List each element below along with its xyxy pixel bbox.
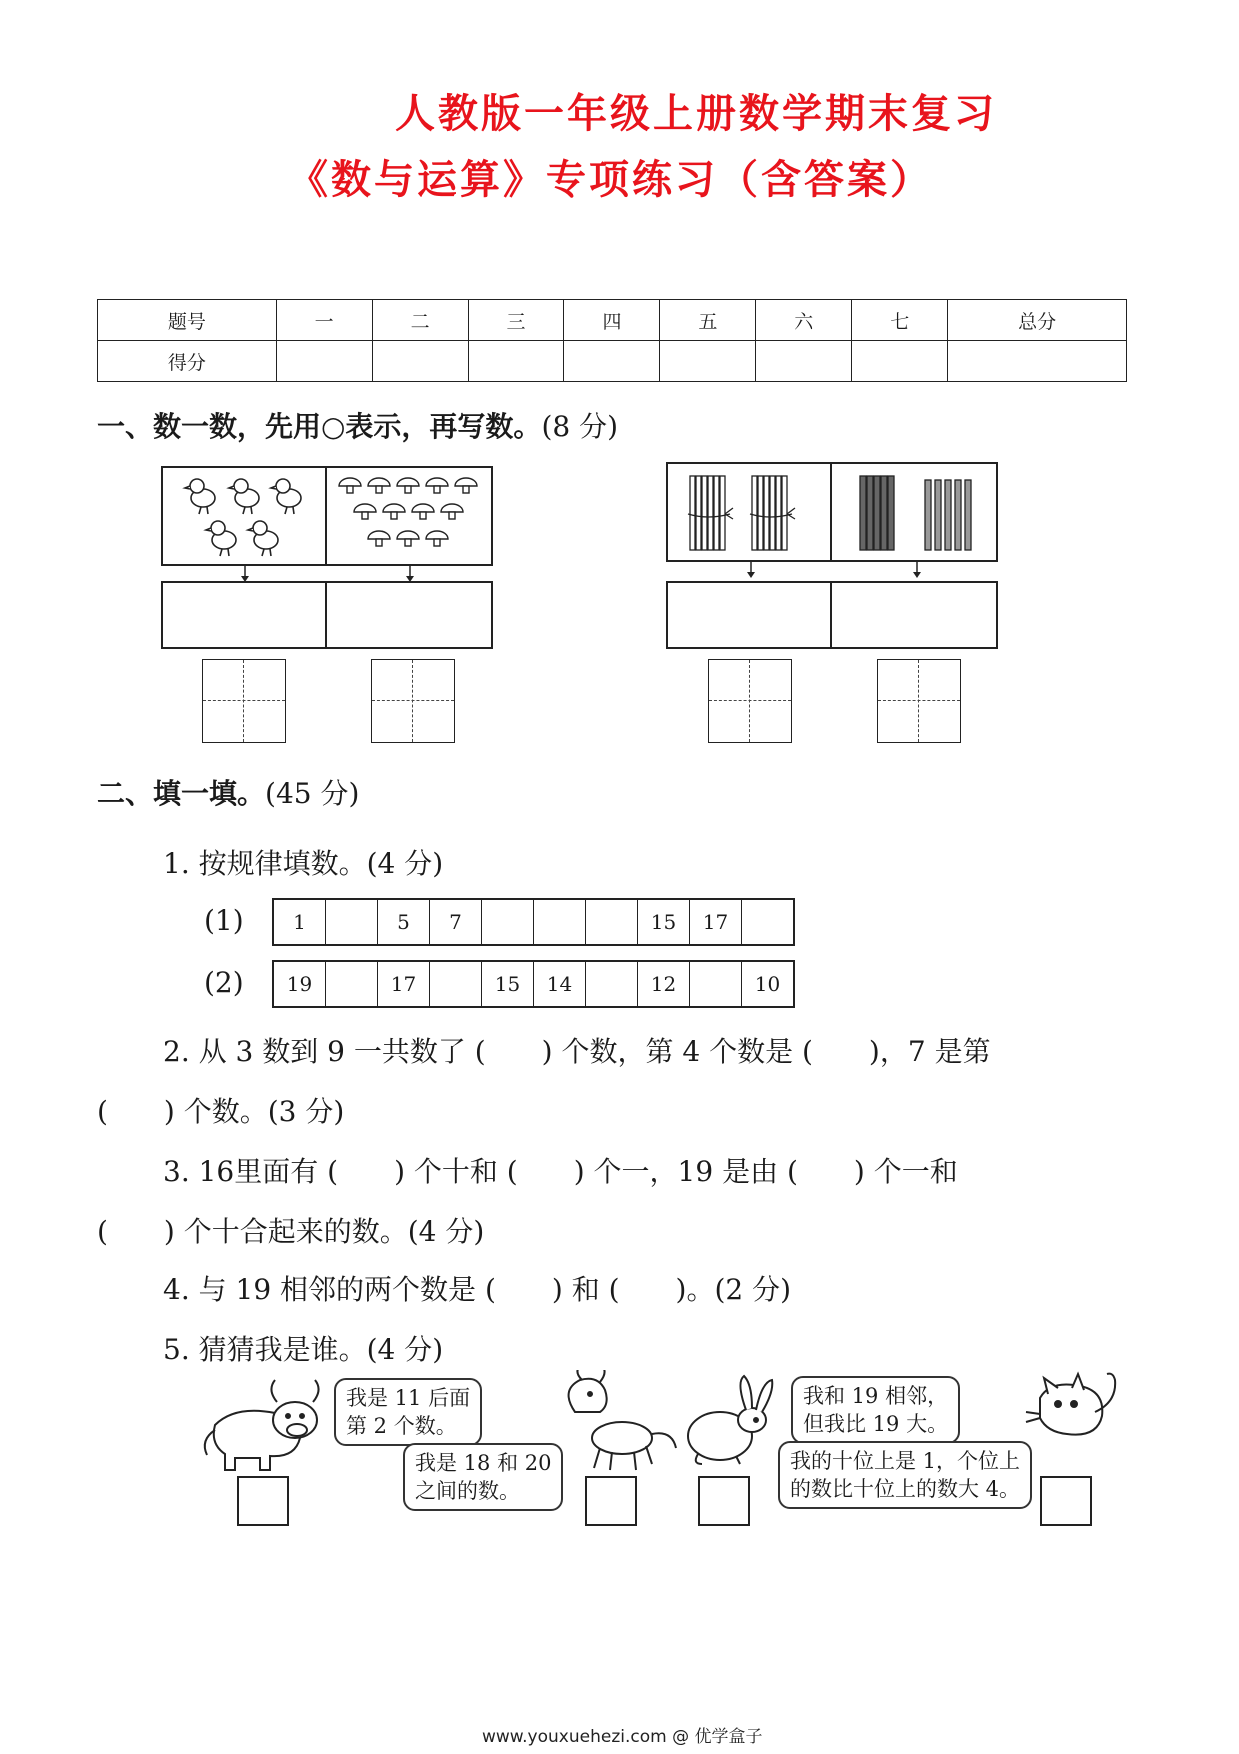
cat-speech-bubble <box>778 1441 1032 1509</box>
question-3-line-1: 3. 16里面有 ( ) 个十和 ( ) 个一，19 是由 ( ) 个一和 <box>163 1155 958 1188</box>
sequence-cell: 15 <box>638 900 690 944</box>
sequence-cell[interactable] <box>690 962 742 1006</box>
score-cell[interactable] <box>372 341 468 382</box>
number-writing-box[interactable] <box>371 659 455 743</box>
score-header-cell: 六 <box>756 300 852 341</box>
score-cell[interactable] <box>276 341 372 382</box>
sequence-cell: 17 <box>378 962 430 1006</box>
question-4: 4. 与 19 相邻的两个数是 ( ) 和 ( )。(2 分) <box>163 1273 792 1306</box>
number-writing-box[interactable] <box>202 659 286 743</box>
question-1: 1. 按规律填数。(4 分) <box>163 847 444 880</box>
question-5: 5. 猜猜我是谁。(4 分) <box>163 1333 444 1366</box>
loose-sticks-icon <box>860 476 971 550</box>
sequence-cell[interactable] <box>326 900 378 944</box>
number-writing-box[interactable] <box>708 659 792 743</box>
horse-speech-bubble <box>403 1443 563 1511</box>
section-2-heading <box>97 772 359 812</box>
section-2-points: (45 分) <box>265 777 360 810</box>
score-header-cell: 题号 <box>98 300 277 341</box>
score-table-header-row <box>98 300 1127 341</box>
score-table-score-row <box>98 341 1127 382</box>
horse-icon <box>569 1370 676 1470</box>
score-cell[interactable] <box>948 341 1127 382</box>
question-3-line-2: ( ) 个十合起来的数。(4 分) <box>97 1215 485 1248</box>
score-table <box>97 299 1127 382</box>
stick-bundle-icon <box>688 476 795 550</box>
bubble-line: 我是 11 后面 <box>346 1386 471 1410</box>
circle-draw-box <box>667 582 831 648</box>
cat-icon <box>1026 1374 1115 1435</box>
footer-watermark: www.youxuehezi.com @ 优学盒子 <box>482 1727 763 1747</box>
chick-icon <box>185 479 301 556</box>
section-1-figures <box>0 455 1239 795</box>
sequence-1 <box>272 898 795 946</box>
score-header-cell: 总分 <box>948 300 1127 341</box>
sequence-2-label: (2) <box>204 966 244 999</box>
question-2-line-2: ( ) 个数。(3 分) <box>97 1095 345 1128</box>
score-header-cell: 一 <box>276 300 372 341</box>
section-1-points: (8 分) <box>541 410 619 443</box>
sequence-cell: 12 <box>638 962 690 1006</box>
sequence-cell[interactable] <box>586 900 638 944</box>
cat-answer-box[interactable] <box>1040 1476 1092 1526</box>
score-header-cell: 七 <box>852 300 948 341</box>
sequence-cell[interactable] <box>430 962 482 1006</box>
score-cell[interactable] <box>468 341 564 382</box>
sequence-cell[interactable] <box>482 900 534 944</box>
mushroom-icon <box>339 478 477 546</box>
score-header-cell: 二 <box>372 300 468 341</box>
sequence-cell[interactable] <box>586 962 638 1006</box>
score-header-cell: 五 <box>660 300 756 341</box>
ox-icon <box>205 1380 319 1470</box>
ox-answer-box[interactable] <box>237 1476 289 1526</box>
sequence-cell[interactable] <box>742 900 793 944</box>
bubble-line: 的数比十位上的数大 4。 <box>790 1477 1021 1501</box>
horse-answer-box[interactable] <box>585 1476 637 1526</box>
score-header-cell: 四 <box>564 300 660 341</box>
sequence-cell: 5 <box>378 900 430 944</box>
sequence-1-label: (1) <box>204 904 244 937</box>
section-2-title: 二、填一填。 <box>97 777 266 810</box>
score-header-cell: 三 <box>468 300 564 341</box>
score-cell[interactable] <box>564 341 660 382</box>
title-line-1: 人教版一年级上册数学期末复习 <box>395 90 997 137</box>
sequence-cell: 14 <box>534 962 586 1006</box>
circle-draw-box <box>326 582 492 648</box>
sequence-2 <box>272 960 795 1008</box>
title-line-2: 《数与运算》专项练习（含答案） <box>288 156 933 203</box>
bubble-line: 之间的数。 <box>415 1479 520 1503</box>
circle-draw-box <box>162 582 326 648</box>
section-1-heading <box>97 405 618 445</box>
ox-speech-bubble <box>334 1378 482 1446</box>
circle-draw-box <box>831 582 997 648</box>
score-cell[interactable] <box>756 341 852 382</box>
bubble-line: 我的十位上是 1，个位上 <box>790 1449 1021 1473</box>
score-cell[interactable] <box>852 341 948 382</box>
number-writing-box[interactable] <box>877 659 961 743</box>
sequence-cell: 19 <box>274 962 326 1006</box>
rabbit-speech-bubble <box>791 1376 960 1444</box>
sequence-cell: 7 <box>430 900 482 944</box>
score-row-label: 得分 <box>98 341 277 382</box>
question-2-line-1: 2. 从 3 数到 9 一共数了 ( ) 个数，第 4 个数是 ( )，7 是第 <box>163 1035 991 1068</box>
sequence-cell: 17 <box>690 900 742 944</box>
section-1-title: 一、数一数，先用○表示，再写数。 <box>97 410 542 443</box>
sequence-cell[interactable] <box>326 962 378 1006</box>
bubble-line: 第 2 个数。 <box>346 1414 457 1438</box>
bubble-line: 我是 18 和 20 <box>415 1451 552 1475</box>
sequence-cell: 15 <box>482 962 534 1006</box>
rabbit-answer-box[interactable] <box>698 1476 750 1526</box>
score-cell[interactable] <box>660 341 756 382</box>
sequence-cell: 10 <box>754 972 781 996</box>
rabbit-icon <box>688 1376 772 1464</box>
sticks-picture-box <box>831 463 997 561</box>
sequence-cell: 1 <box>274 900 326 944</box>
bubble-line: 我和 19 相邻， <box>803 1384 949 1408</box>
bubble-line: 但我比 19 大。 <box>803 1412 949 1436</box>
sequence-cell[interactable] <box>534 900 586 944</box>
